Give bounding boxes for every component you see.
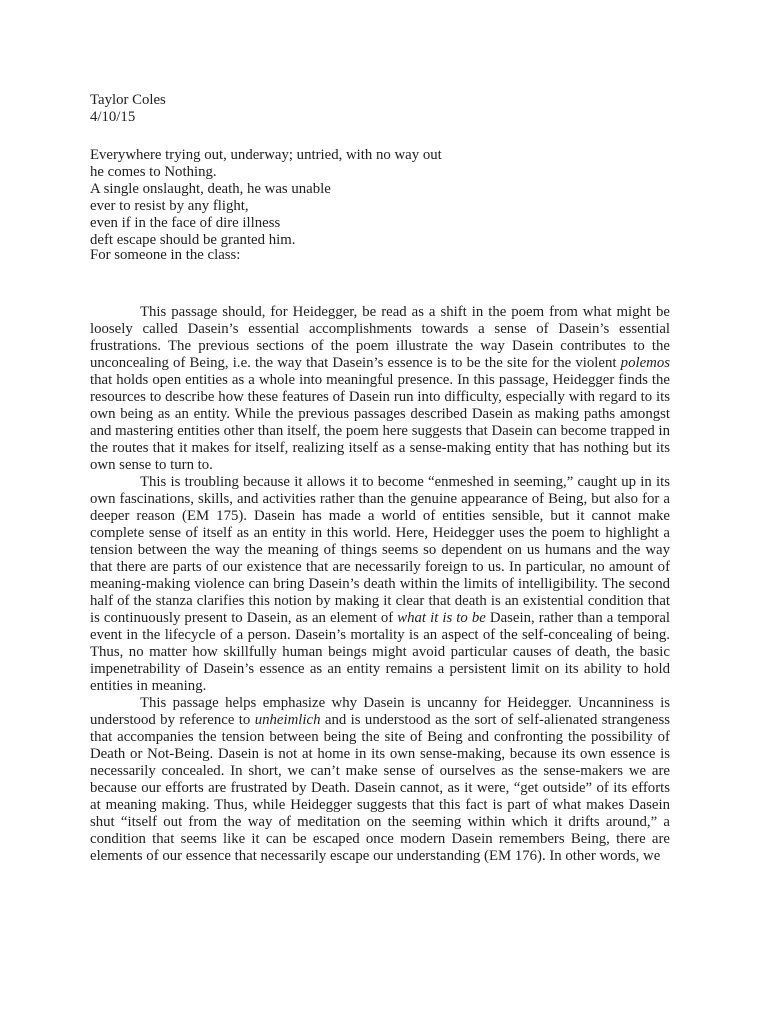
poem-line: even if in the face of dire illness bbox=[90, 215, 281, 231]
essay-paragraph bbox=[90, 304, 670, 474]
paragraph-text: Dasein, rather than a temporal event in the lifecycle of a person. Dasein’s mortality is an aspect of the self-concealing of being. Thus, no matter how skillfully human beings might avoid particular causes of death, the basic impenetrability of Dasein’s essence as an entity remains a persistent limit on its ability to hold entities in meaning. bbox=[90, 610, 671, 694]
paragraph-text: This is troubling because it allows it to become “enmeshed in seeming,” caught up in its own fascinations, skills, and activities rather than the genuine appearance of Being, but also for a deeper reason (EM 175). Dasein has made a world of entities sensible, but it cannot make complete sense of itself as an entity in this world. Here, Heidegger uses the poem to highlight a tension between the way the meaning of things seems so dependent on us humans and the way that there are parts of our existence that are necessarily foreign to us. In particular, no amount of meaning-making violence can bring Dasein’s death within the limits of intelligibility. The second half of the stanza clarifies this notion by making it clear that death is an existential condition that is continuously present to Dasein, as an element of bbox=[90, 474, 670, 626]
emphasized-term: what it is to be bbox=[397, 610, 486, 626]
poem-line: ever to resist by any flight, bbox=[90, 198, 249, 214]
poem-line: deft escape should be granted him. bbox=[90, 232, 296, 248]
poem-line: he comes to Nothing. bbox=[90, 164, 217, 180]
essay-paragraph bbox=[90, 474, 670, 695]
poem-line: A single onslaught, death, he was unable bbox=[90, 181, 331, 197]
emphasized-term: polemos bbox=[620, 355, 670, 371]
paragraph-text: This passage should, for Heidegger, be read as a shift in the poem from what might be loosely called Dasein’s essential accomplishments towards a sense of Dasein’s essential frustrations. The previous sections of the poem illustrate the way Dasein contributes to the unconcealing of Being, i.e. the way that Dasein’s essence is to be the site for the violent bbox=[90, 304, 670, 371]
author-name: Taylor Coles bbox=[90, 92, 166, 108]
poem-line: Everywhere trying out, underway; untried, with no way out bbox=[90, 147, 442, 163]
essay-paragraph bbox=[90, 695, 670, 865]
paragraph-text: This passage helps emphasize why Dasein is uncanny for Heidegger. Uncanniness is understood by reference to bbox=[90, 695, 670, 728]
addressee-line: For someone in the class: bbox=[90, 247, 241, 263]
paragraph-text: that holds open entities as a whole into meaningful presence. In this passage, Heidegger finds the resources to describe how these features of Dasein run into difficulty, especially with regard to its own being as an entity. While the previous passages described Dasein as making paths amongst and mastering entities other than itself, the poem here suggests that Dasein can become trapped in the routes that it makes for itself, realizing itself as a sense-making entity that has nothing but its own sense to turn to. bbox=[90, 372, 670, 473]
poem-excerpt bbox=[90, 147, 670, 249]
essay-body bbox=[90, 304, 670, 865]
document-header bbox=[90, 92, 670, 126]
paragraph-text: and is understood as the sort of self-alienated strangeness that accompanies the tension between being the site of Being and confronting the possibility of Death or Not-Being. Dasein is not at home in its own sense-making, because its own essence is necessarily concealed. In short, we can’t make sense of ourselves as the sense-makers we are because our efforts are frustrated by Death. Dasein cannot, as it were, “get outside” of its efforts at meaning making. Thus, while Heidegger suggests that this fact is part of what makes Dasein shut “itself out from the way of meditation on the seeming within which it drifts around,” a condition that seems like it can be escaped once modern Dasein remembers Being, there are elements of our essence that necessarily escape our understanding (EM 176). In other words, we bbox=[90, 712, 670, 864]
emphasized-term: unheimlich bbox=[254, 712, 321, 728]
document-date: 4/10/15 bbox=[90, 109, 136, 125]
